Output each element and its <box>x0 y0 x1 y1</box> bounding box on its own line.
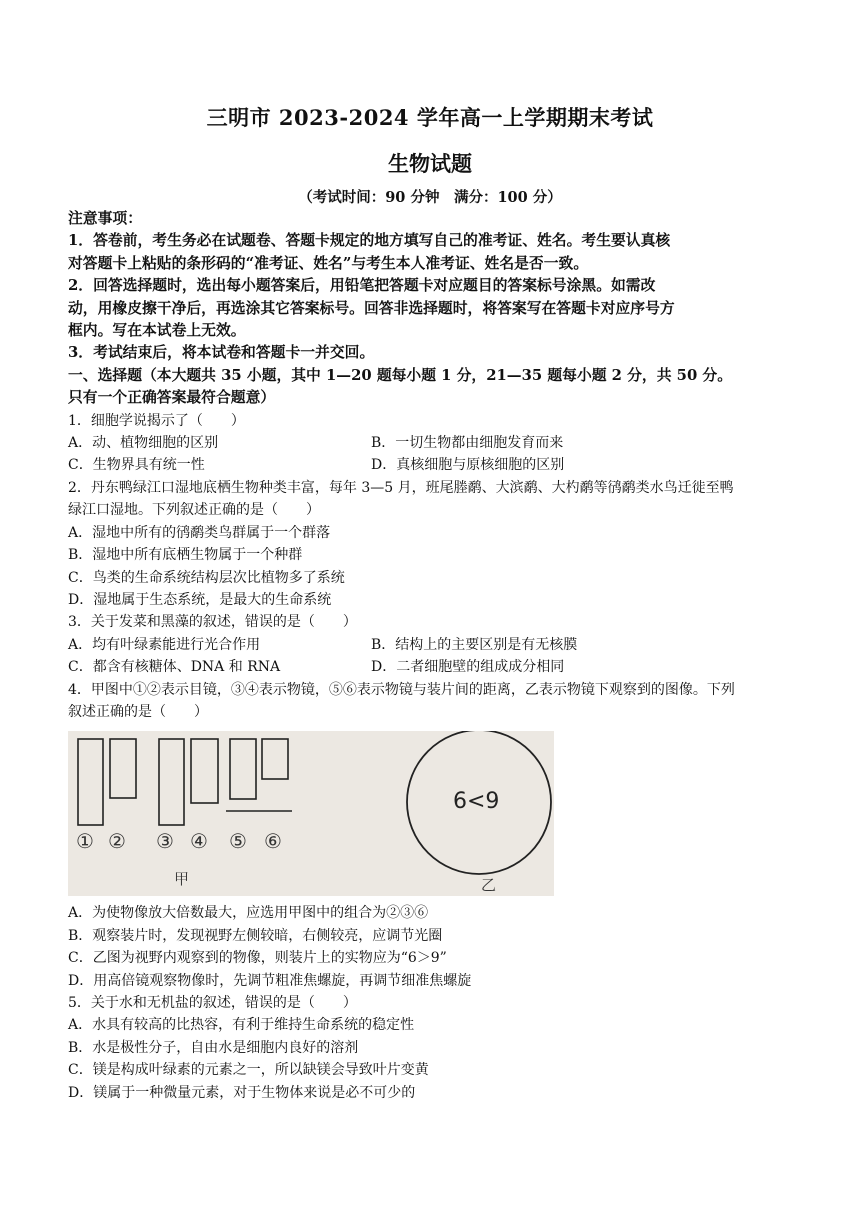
lens-label-5: ⑤ <box>229 829 247 854</box>
figure-label-jia: 甲 <box>174 870 190 889</box>
section-heading-cont: 只有一个正确答案最符合题意） <box>68 389 276 407</box>
option-a: A．为使物像放大倍数最大，应选用甲图中的组合为②③⑥ <box>68 905 429 922</box>
exam-content <box>68 208 798 1104</box>
option-d: D．用高倍镜观察物像时，先调节粗准焦螺旋，再调节细准焦螺旋 <box>68 972 472 989</box>
note-line: 3．考试结束后，将本试卷和答题卡一并交回。 <box>68 344 375 362</box>
eyepiece-1-lens <box>78 739 103 825</box>
question-1-stem: 1．细胞学说揭示了（ ） <box>68 412 245 429</box>
lens-label-4: ④ <box>190 829 208 854</box>
option-b: B．结构上的主要区别是有无核膜 <box>371 636 578 653</box>
option-d: D．镁属于一种微量元素，对于生物体来说是必不可少的 <box>68 1084 416 1101</box>
section-heading: 一、选择题（本大题共 35 小题，其中 1—20 题每小题 1 分，21—35 题每小题 2 分，共 50 分。 <box>68 366 733 384</box>
option-c: C．都含有核糖体、DNA 和 RNA <box>68 659 281 676</box>
question-2-stem-cont: 绿江口湿地。下列叙述正确的是（ ） <box>68 502 320 519</box>
notes-heading: 注意事项： <box>68 210 142 227</box>
option-c: C．生物界具有统一性 <box>68 457 205 474</box>
objective-5-lens <box>230 739 256 799</box>
option-a: A．湿地中所有的鸻鹬类鸟群属于一个群落 <box>68 524 331 541</box>
question-2-stem: 2．丹东鸭绿江口湿地底栖生物种类丰富，每年 3—5 月，班尾塍鹬、大滨鹬、大杓鹬等鸻鹬类水鸟迁徙至鸭 <box>68 479 734 496</box>
option-d: D．二者细胞壁的组成成分相同 <box>371 659 565 676</box>
lens-label-6: ⑥ <box>264 829 282 854</box>
question-3-stem: 3．关于发菜和黑藻的叙述，错误的是（ ） <box>68 614 357 631</box>
note-line: 2．回答选择题时，选出每小题答案后，用铅笔把答题卡对应题目的答案标号涂黑。如需改 <box>68 277 656 295</box>
question-5-stem: 5．关于水和无机盐的叙述，错误的是（ ） <box>68 994 357 1011</box>
option-b: B．水是极性分子，自由水是细胞内良好的溶剂 <box>68 1039 359 1056</box>
option-c: C．镁是构成叶绿素的元素之一，所以缺镁会导致叶片变黄 <box>68 1062 429 1079</box>
objective-6-lens <box>262 739 288 779</box>
option-d: D．湿地属于生态系统，是最大的生命系统 <box>68 591 332 608</box>
note-line: 1．答卷前，考生务必在试题卷、答题卡规定的地方填写自己的准考证、姓名。考生要认真核 <box>68 232 671 250</box>
option-a: A．均有叶绿素能进行光合作用 <box>68 636 261 653</box>
exam-title: 三明市 2023-2024 学年高一上学期期末考试 <box>206 105 654 130</box>
option-a: A．水具有较高的比热容，有利于维持生命系统的稳定性 <box>68 1017 415 1034</box>
option-b: B．观察装片时，发现视野左侧较暗，右侧较亮，应调节光圈 <box>68 927 443 944</box>
lens-label-1: ① <box>76 829 94 854</box>
question-3-options-row <box>68 656 798 678</box>
exam-meta: （考试时间：90 分钟 满分：100 分） <box>298 189 562 206</box>
eyepiece-2-lens <box>110 739 136 798</box>
option-d: D．真核细胞与原核细胞的区别 <box>371 457 565 474</box>
note-line: 动，用橡皮擦干净后，再选涂其它答案标号。回答非选择题时，将答案写在答题卡对应序号方 <box>68 299 675 317</box>
objective-3-lens <box>159 739 184 825</box>
option-c: C．鸟类的生命系统结构层次比植物多了系统 <box>68 569 345 586</box>
circle-image-text: 6<9 <box>453 789 500 815</box>
lens-label-2: ② <box>108 829 126 854</box>
option-b: B．湿地中所有底栖生物属于一个种群 <box>68 547 303 564</box>
note-line: 框内。写在本试卷上无效。 <box>68 322 246 340</box>
option-b: B．一切生物都由细胞发育而来 <box>371 435 564 452</box>
question-1-options-row <box>68 432 798 454</box>
option-a: A．动、植物细胞的区别 <box>68 435 219 452</box>
objective-4-lens <box>191 739 218 803</box>
microscope-figure <box>68 731 554 896</box>
question-1-options-row <box>68 454 798 476</box>
figure-label-yi: 乙 <box>481 876 497 895</box>
question-4-stem-cont: 叙述正确的是（ ） <box>68 703 208 720</box>
lens-label-3: ③ <box>156 829 174 854</box>
question-4-stem: 4．甲图中①②表示目镜，③④表示物镜，⑤⑥表示物镜与装片间的距离，乙表示物镜下观察到的图像。下列 <box>68 681 735 698</box>
option-c: C．乙图为视野内观察到的物像，则装片上的实物应为“6＞9” <box>68 950 447 967</box>
note-line: 对答题卡上粘贴的条形码的“准考证、姓名”与考生本人准考证、姓名是否一致。 <box>68 254 589 272</box>
exam-subject: 生物试题 <box>388 151 472 176</box>
question-3-options-row <box>68 634 798 656</box>
